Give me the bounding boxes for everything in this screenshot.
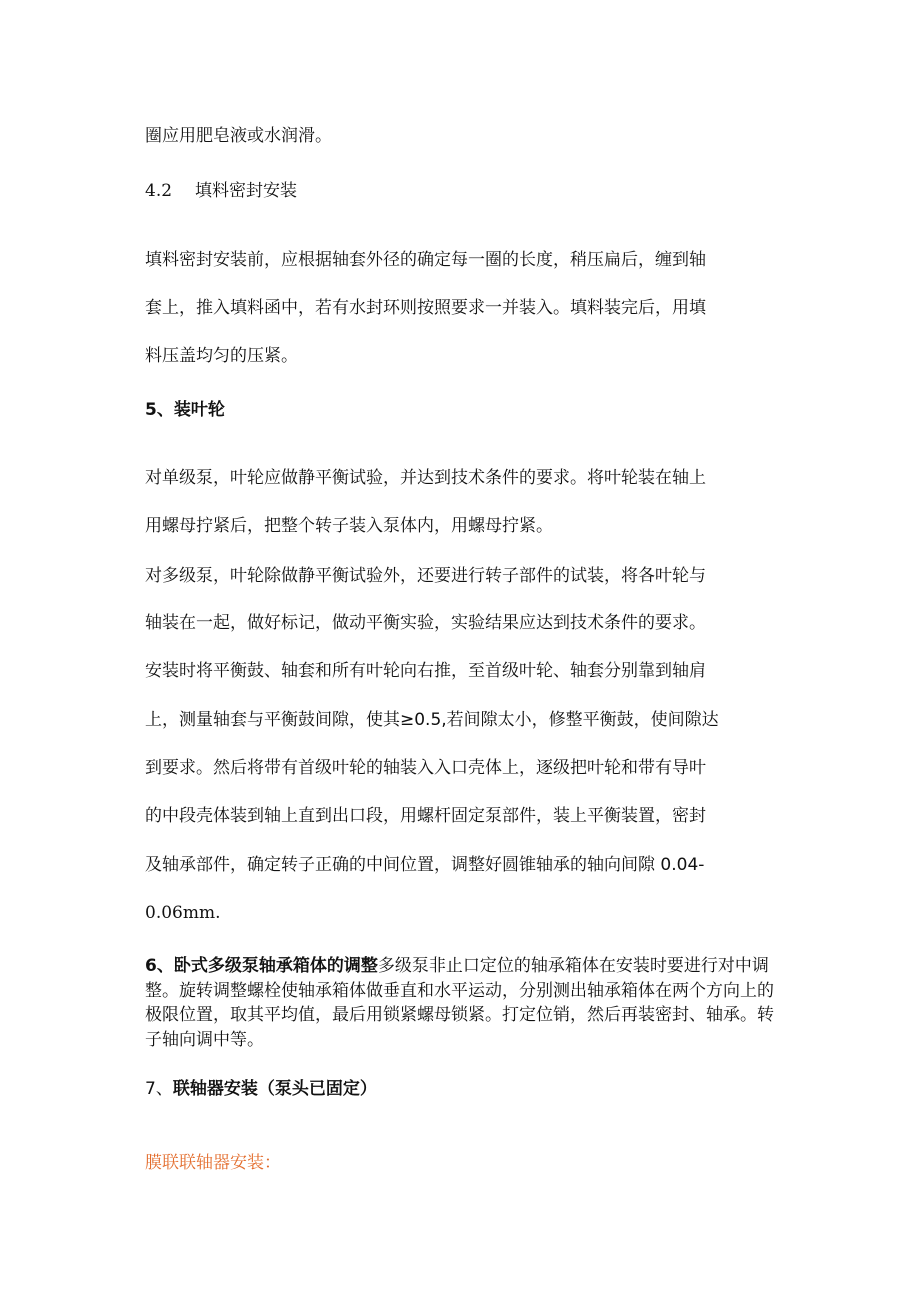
paragraph-line: 轴装在一起，做好标记，做动平衡实验，实验结果应达到技术条件的要求。	[145, 613, 706, 633]
subsection-heading-diaphragm-coupling: 膜联联轴器安装：	[145, 1153, 281, 1173]
section-heading-5: 5、装叶轮	[145, 400, 225, 420]
paragraph-line: 套上，推入填料函中，若有水封环则按照要求一并装入。填料装完后，用填	[145, 298, 706, 318]
section-number: 4.2	[145, 181, 173, 201]
section-6-paragraph	[145, 954, 775, 1052]
paragraph-line: 到要求。然后将带有首级叶轮的轴装入入口壳体上，逐级把叶轮和带有导叶	[145, 758, 706, 778]
paragraph-line: 料压盖均匀的压紧。	[145, 346, 298, 366]
paragraph-line: 上，测量轴套与平衡鼓间隙，使其≥0.5,若间隙太小，修整平衡鼓，使间隙达	[145, 710, 719, 730]
section-title: 联轴器安装（泵头已固定）	[172, 1079, 377, 1099]
section-number: 7、	[145, 1079, 173, 1099]
paragraph-line: 0.06mm.	[145, 903, 221, 923]
section-6-body: 多级泵非止口定位的轴承箱体在安装时要进行对中调整。旋转调整螺栓使轴承箱体做垂直和水平运动，分别测出轴承箱体在两个方向上的极限位置，取其平均值，最后用锁紧螺母锁紧。打定位销，然后再装密封、轴承。转子轴向调中等。	[145, 956, 774, 1050]
section-heading-4-2	[145, 179, 297, 203]
paragraph-line: 用螺母拧紧后，把整个转子装入泵体内，用螺母拧紧。	[145, 516, 553, 536]
section-title: 填料密封安装	[195, 181, 297, 201]
paragraph-line: 对多级泵，叶轮除做静平衡试验外，还要进行转子部件的试装，将各叶轮与	[145, 566, 706, 586]
paragraph-line: 及轴承部件，确定转子正确的中间位置，调整好圆锥轴承的轴向间隙 0.04-	[145, 855, 705, 875]
section-heading-7	[145, 1077, 377, 1101]
paragraph-line: 填料密封安装前，应根据轴套外径的确定每一圈的长度，稍压扁后，缠到轴	[145, 250, 706, 270]
paragraph-line: 圈应用肥皂液或水润滑。	[145, 126, 332, 146]
section-heading-6: 6、卧式多级泵轴承箱体的调整	[145, 956, 378, 976]
paragraph-line: 对单级泵，叶轮应做静平衡试验，并达到技术条件的要求。将叶轮装在轴上	[145, 468, 706, 488]
paragraph-line: 安装时将平衡鼓、轴套和所有叶轮向右推，至首级叶轮、轴套分别靠到轴肩	[145, 661, 706, 681]
paragraph-line: 的中段壳体装到轴上直到出口段，用螺杆固定泵部件，装上平衡装置，密封	[145, 806, 706, 826]
